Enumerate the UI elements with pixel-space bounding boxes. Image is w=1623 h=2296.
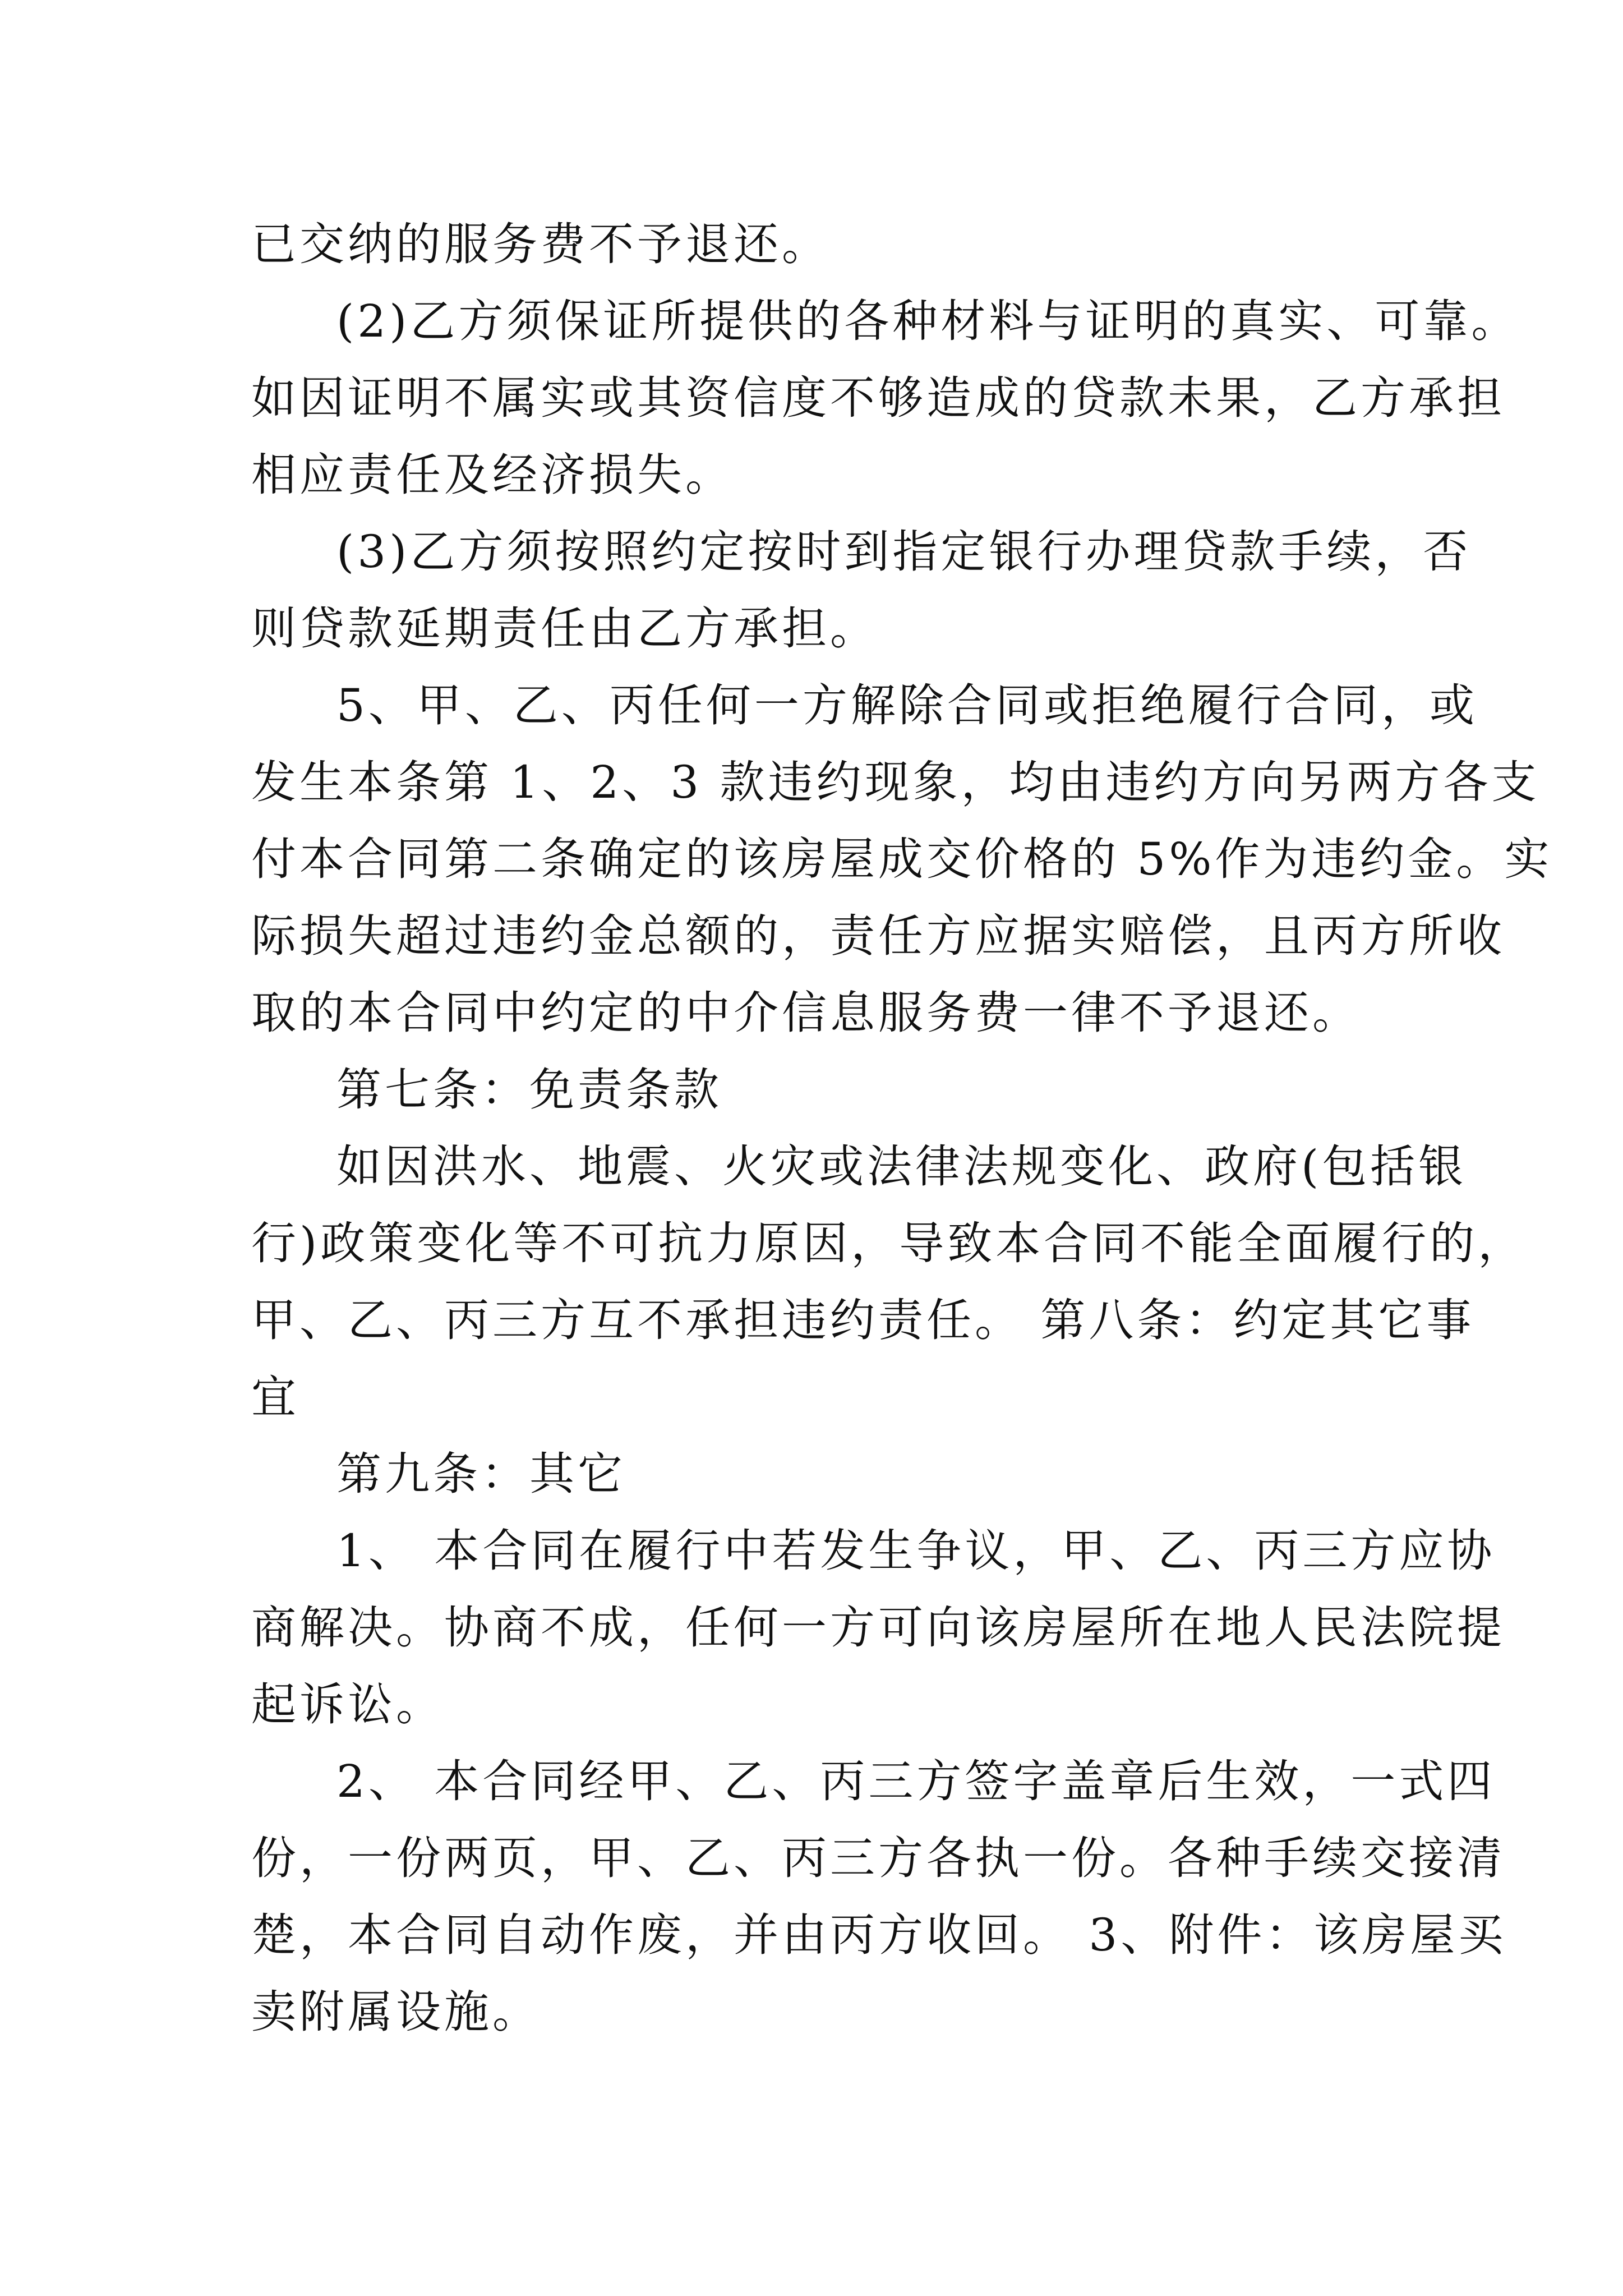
- text-line: 份，一份两页，甲、乙、丙三方各执一份。各种手续交接清: [251, 1832, 1505, 1884]
- text-line: 楚，本合同自动作废，并由丙方收回。 3、附件：该房屋买: [251, 1909, 1507, 1961]
- text-line: 则贷款延期责任由乙方承担。: [251, 602, 878, 655]
- text-line: 取的本合同中约定的中介信息服务费一律不予退还。: [251, 987, 1361, 1039]
- text-line: 如因洪水、地震、火灾或法律法规变化、政府(包括银: [336, 1140, 1467, 1193]
- text-line: 甲、乙、丙三方互不承担违约责任。 第八条：约定其它事: [251, 1294, 1475, 1346]
- text-line: 已交纳的服务费不予退还。: [251, 218, 830, 270]
- text-line: 付本合同第二条确定的该房屋成交价格的 5%作为违约金。实: [251, 833, 1553, 885]
- text-line: 际损失超过违约金总额的，责任方应据实赔偿，且丙方所收: [251, 910, 1505, 962]
- text-line: 如因证明不属实或其资信度不够造成的贷款未果，乙方承担: [251, 372, 1505, 424]
- text-line: 2、 本合同经甲、乙、丙三方签字盖章后生效，一式四: [336, 1755, 1496, 1807]
- text-line: 行)政策变化等不可抗力原因，导致本合同不能全面履行的，: [251, 1217, 1527, 1269]
- text-line: 卖附属设施。: [251, 1986, 541, 2038]
- text-line: 起诉讼。: [251, 1678, 444, 1731]
- text-line: (3)乙方须按照约定按时到指定银行办理贷款手续，否: [336, 526, 1472, 578]
- text-line: 商解决。协商不成，任何一方可向该房屋所在地人民法院提: [251, 1602, 1505, 1654]
- text-line: 宜: [251, 1371, 299, 1423]
- text-line: 相应责任及经济损失。: [251, 449, 734, 501]
- text-line: 发生本条第 1、2、3 款违约现象，均由违约方向另两方各支: [251, 756, 1540, 808]
- text-line: 1、 本合同在履行中若发生争议，甲、乙、丙三方应协: [336, 1525, 1496, 1577]
- section-heading: 第九条：其它: [336, 1448, 626, 1500]
- text-line: (2)乙方须保证所提供的各种材料与证明的真实、可靠。: [336, 295, 1520, 347]
- text-line: 5、甲、乙、丙任何一方解除合同或拒绝履行合同，或: [336, 679, 1478, 731]
- section-heading: 第七条：免责条款: [336, 1064, 722, 1116]
